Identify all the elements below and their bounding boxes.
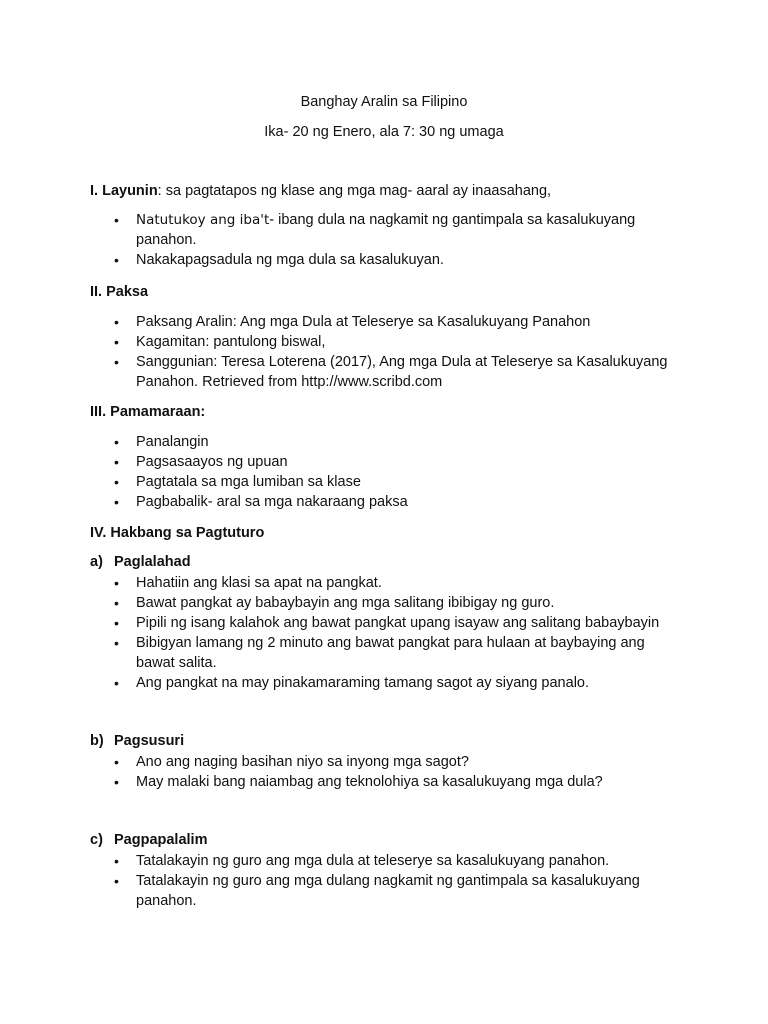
layunin-intro: : sa pagtatapos ng klase ang mga mag- aaral ay inaasahang, — [157, 183, 552, 199]
subsection-pagsusuri — [90, 732, 680, 792]
section-hakbang — [90, 524, 680, 542]
list-item-text-part-a: Natutukoy ang iba't — [136, 212, 270, 228]
bullet-list — [90, 573, 680, 693]
list-item: • Tatalakayin ng guro ang mga dulang nagkamit ng gantimpala sa kasalukuyang panahon. — [90, 871, 680, 911]
list-item: • Paksang Aralin: Ang mga Dula at Teleserye sa Kasalukuyang Panahon — [90, 312, 680, 332]
list-item: • Nakakapagsadula ng mga dula sa kasalukuyan. — [90, 250, 680, 270]
subsection-pagpapalalim — [90, 831, 680, 911]
subsection-heading — [90, 553, 680, 571]
bullet-list — [90, 210, 680, 270]
list-item: • Kagamitan: pantulong biswal, — [90, 332, 680, 352]
document-date: Ika- 20 ng Enero, ala 7: 30 ng umaga — [264, 124, 504, 140]
list-item: • Panalangin — [90, 432, 680, 452]
pamamaraan-heading: III. Pamamaraan: — [90, 404, 206, 420]
list-item: • Tatalakayin ng guro ang mga dula at teleserye sa kasalukuyang panahon. — [90, 851, 680, 871]
layunin-heading: I. Layunin — [90, 183, 158, 199]
paksa-heading: II. Paksa — [90, 284, 149, 300]
list-item: • May malaki bang naiambag ang teknolohiya sa kasalukuyang mga dula? — [90, 772, 680, 792]
list-item: • Pagbabalik- aral sa mga nakaraang paksa — [90, 492, 680, 512]
list-item-text-part-b: - ibang dula na nagkamit ng gantimpala sa kasalukuyang panahon. — [136, 212, 636, 248]
list-item: • Ano ang naging basihan niyo sa inyong mga sagot? — [90, 752, 680, 772]
section-paksa — [90, 283, 680, 392]
list-item: • Sanggunian: Teresa Loterena (2017), Ang mga Dula at Teleserye sa Kasalukuyang Panahon. Retrieved from http://www.scribd.com — [90, 352, 680, 392]
list-item: • Pipili ng isang kalahok ang bawat pangkat upang isayaw ang salitang babaybayin — [90, 613, 680, 633]
bullet-list — [90, 312, 680, 392]
subsection-label: Pagsusuri — [114, 733, 185, 749]
list-item: • Ang pangkat na may pinakamaraming tamang sagot ay siyang panalo. — [90, 673, 680, 693]
bullet-list — [90, 752, 680, 792]
hakbang-heading: IV. Hakbang sa Pagtuturo — [90, 525, 265, 541]
list-item — [90, 210, 680, 250]
document-title: Banghay Aralin sa Filipino — [300, 94, 468, 110]
list-item: • Bawat pangkat ay babaybayin ang mga salitang ibibigay ng guro. — [90, 593, 680, 613]
subsection-heading — [90, 732, 680, 750]
list-item: • Hahatiin ang klasi sa apat na pangkat. — [90, 573, 680, 593]
bullet-list — [90, 432, 680, 512]
section-heading — [90, 182, 680, 200]
bullet-list — [90, 851, 680, 911]
section-layunin — [90, 182, 680, 270]
subsection-paglalahad — [90, 553, 680, 693]
subsection-label: Pagpapalalim — [114, 832, 208, 848]
list-item: • Bibigyan lamang ng 2 minuto ang bawat pangkat para hulaan at baybaying ang bawat salita. — [90, 633, 680, 673]
subsection-letter: b) — [90, 733, 104, 749]
list-item: • Pagtatala sa mga lumiban sa klase — [90, 472, 680, 492]
list-item: • Pagsasaayos ng upuan — [90, 452, 680, 472]
subsection-label: Paglalahad — [114, 554, 191, 570]
subsection-heading — [90, 831, 680, 849]
section-pamamaraan — [90, 403, 680, 512]
subsection-letter: a) — [90, 554, 103, 570]
subsection-letter: c) — [90, 832, 103, 848]
